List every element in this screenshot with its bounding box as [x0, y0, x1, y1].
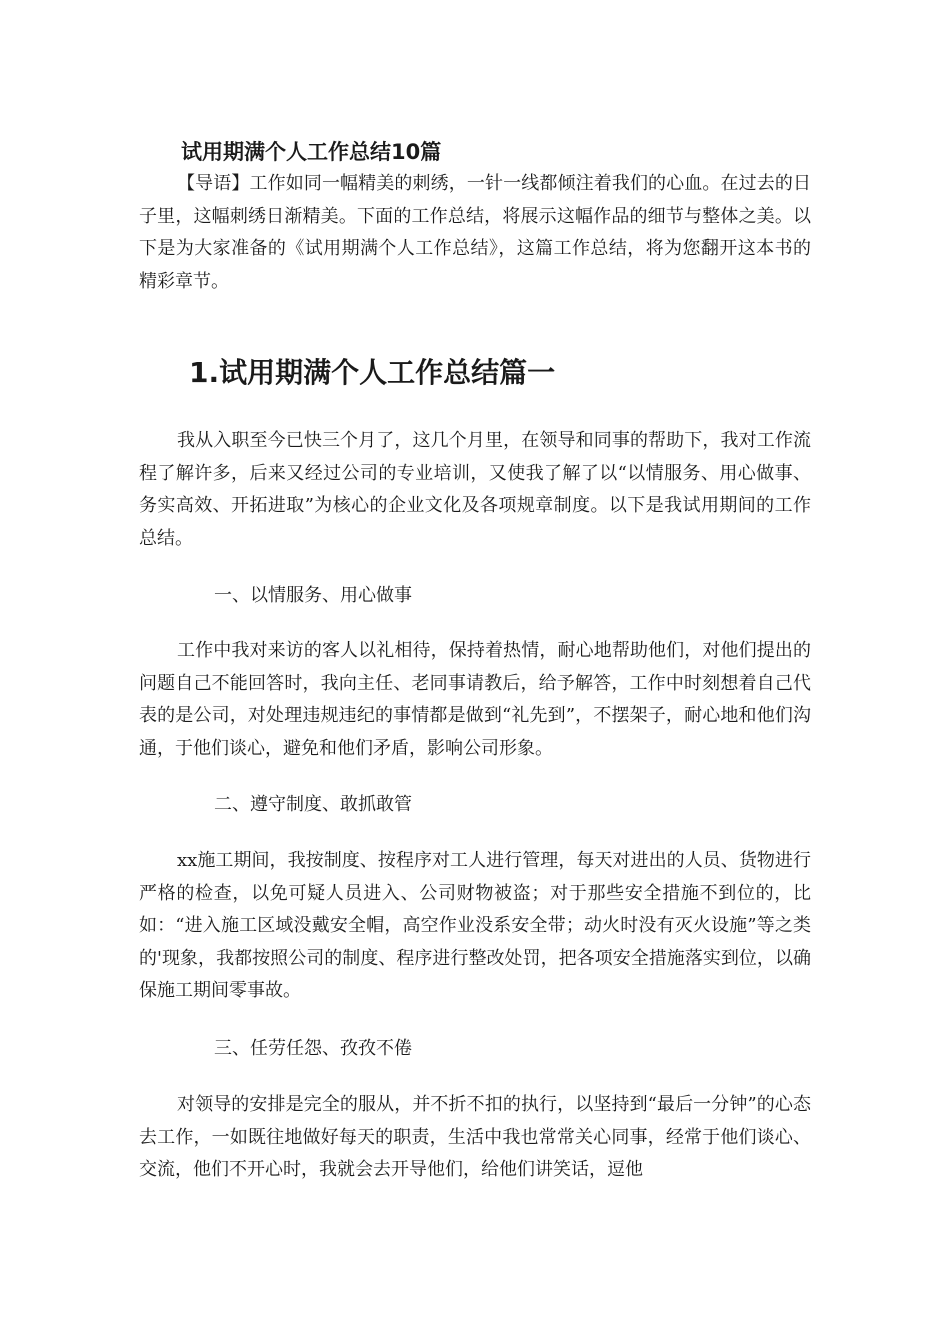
intro-paragraph: 【导语】工作如同一幅精美的刺绣，一针一线都倾注着我们的心血。在过去的日子里，这幅刺绣日渐精美。下面的工作总结，将展示这幅作品的细节与整体之美。以下是为大家准备的《试用期满个人工作总结》，这篇工作总结，将为您翻开这本书的精彩章节。 — [139, 173, 811, 292]
section-heading: 1.试用期满个人工作总结篇一 — [189, 356, 556, 389]
paragraph-1: 我从入职至今已快三个月了，这几个月里，在领导和同事的帮助下，我对工作流程了解许多，后来又经过公司的专业培训，又使我了解了以“以情服务、用心做事、务实高效、开拓进取”为核心的企业文化及各项规章制度。以下是我试用期间的工作总结。 — [139, 430, 811, 549]
sub-heading-1: 一、以情服务、用心做事 — [214, 585, 412, 606]
paragraph-2: 工作中我对来访的客人以礼相待，保持着热情，耐心地帮助他们，对他们提出的问题自己不能回答时，我向主任、老同事请教后，给予解答，工作中时刻想着自己代表的是公司，对处理违规违纪的事情都是做到“礼先到”，不摆架子，耐心地和他们沟通，于他们谈心，避免和他们矛盾，影响公司形象。 — [139, 640, 811, 759]
document-title: 试用期满个人工作总结10篇 — [181, 140, 442, 164]
paragraph-3: xx施工期间，我按制度、按程序对工人进行管理，每天对进出的人员、货物进行严格的检查，以免可疑人员进入、公司财物被盗；对于那些安全措施不到位的，比如：“进入施工区域没戴安全帽，高空作业没系安全带；动火时没有灭火设施”等之类的'现象，我都按照公司的制度、程序进行整改处罚，把各项安全措施落实到位，以确保施工期间零事故。 — [139, 850, 811, 1001]
sub-heading-2: 二、遵守制度、敢抓敢管 — [214, 794, 412, 815]
sub-heading-3: 三、任劳任怨、孜孜不倦 — [214, 1038, 412, 1059]
paragraph-4: 对领导的安排是完全的服从，并不折不扣的执行，以坚持到“最后一分钟”的心态去工作，一如既往地做好每天的职责，生活中我也常常关心同事，经常于他们谈心、交流，他们不开心时，我就会去开导他们，给他们讲笑话，逗他 — [139, 1094, 811, 1180]
